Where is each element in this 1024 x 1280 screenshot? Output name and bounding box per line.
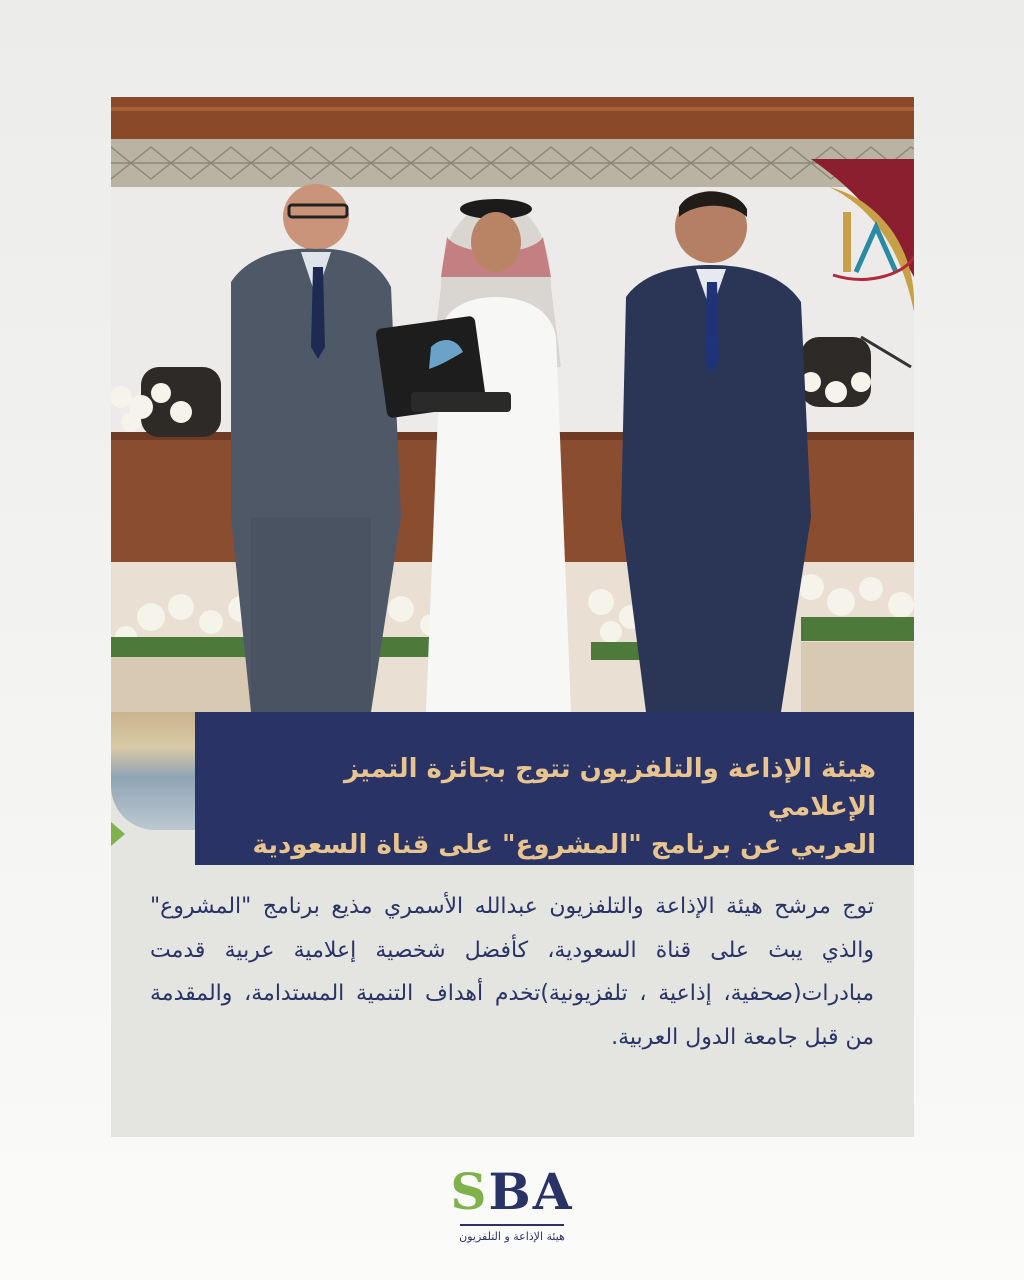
award-ceremony-photo [111, 97, 914, 712]
headline [233, 750, 876, 864]
photo-fragment [111, 712, 195, 830]
headline-line-1: هيئة الإذاعة والتلفزيون تتوج بجائزة التميز الإعلامي [343, 754, 876, 822]
logo-subtitle: هيئة الإذاعة و التلفزيون [459, 1230, 565, 1243]
article-body: توج مرشح هيئة الإذاعة والتلفزيون عبدالله الأسمري مذيع برنامج "المشروع" والذي يبث على قناة السعودية، كأفضل شخصية إعلامية عربية قدمت مبادرات(صحفية، إذاعية ، تلفزيونية)تخدم أهداف التنمية المستدامة، والمقدمة من قبل جامعة الدول العربية. [150, 894, 874, 1050]
accent-triangle [111, 822, 125, 846]
headline-banner [195, 712, 914, 865]
headline-line-2: العربي عن برنامج "المشروع" على قناة السعودية [252, 830, 876, 860]
logo-divider [460, 1224, 564, 1226]
sba-logo-mark: SBA [450, 1162, 574, 1221]
sba-logo [0, 1162, 1024, 1243]
